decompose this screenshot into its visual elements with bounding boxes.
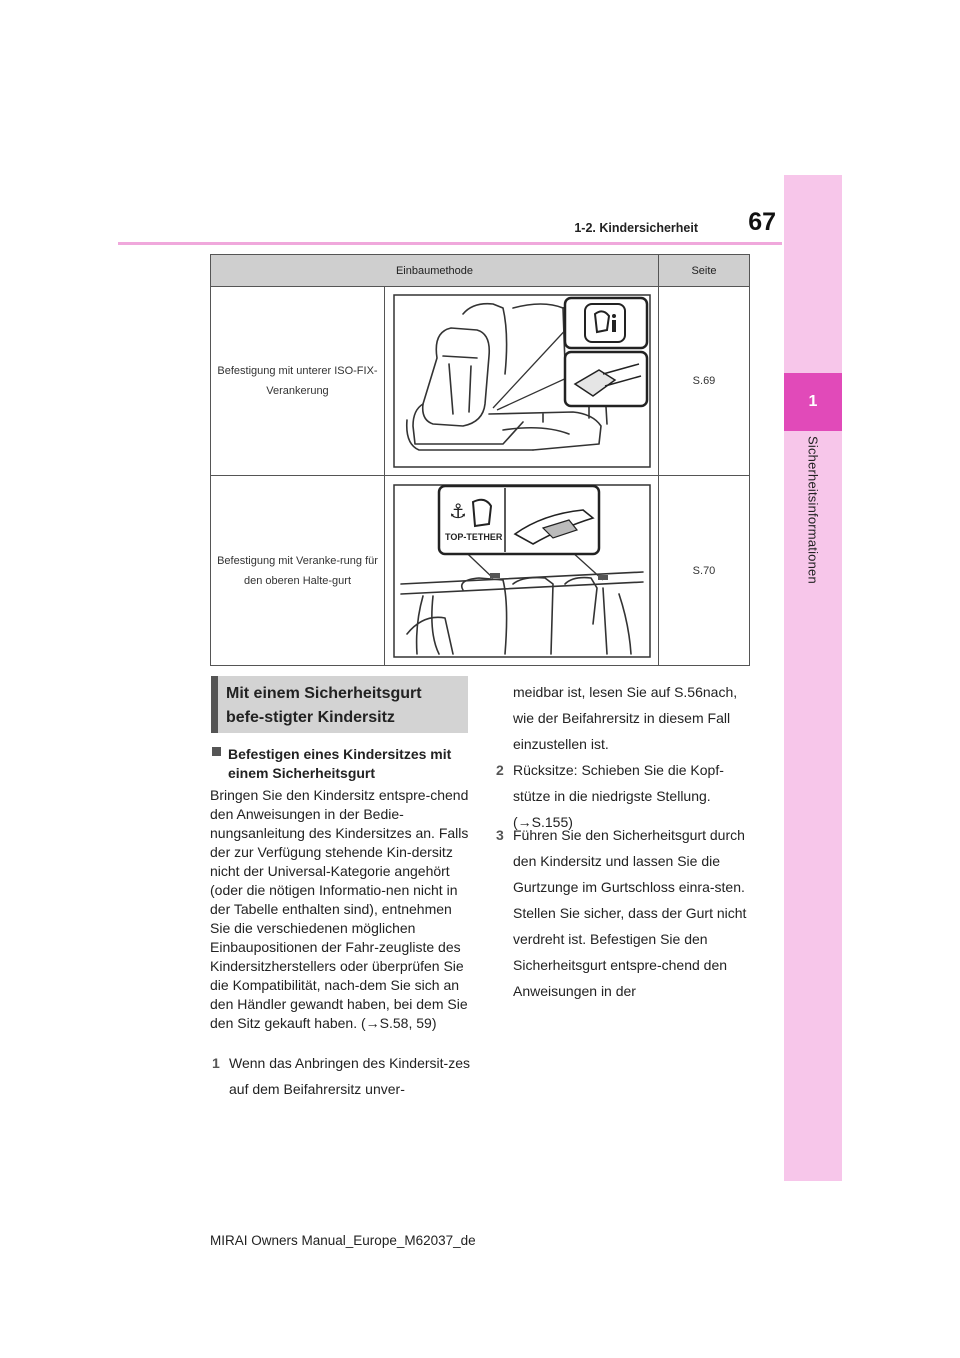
svg-text:⚓: ⚓ xyxy=(448,498,467,523)
method-cell: Befestigung mit Veranke-rung für den oberen Halte-gurt xyxy=(211,476,385,666)
table-row xyxy=(211,287,750,476)
side-tab xyxy=(784,175,842,1181)
header-rule xyxy=(118,242,782,245)
step-continuation: meidbar ist, lesen Sie auf S.56nach, wie der Beifahrersitz in diesem Fall einzustellen ist. xyxy=(513,684,738,752)
step-text: Führen Sie den Sicherheitsgurt durch den Kindersitz und lassen Sie die Gurtzunge im Gurtschloss einra-sten. Stellen Sie sicher, dass der Gurt nicht verdreht ist. Befestigen Sie den Sicherheitsgurt entspre-chend den Anweisungen in der xyxy=(513,827,747,999)
footer-text: MIRAI Owners Manual_Europe_M62037_de xyxy=(210,1233,476,1248)
step-item xyxy=(496,822,754,1004)
isofix-seat-illustration xyxy=(393,294,651,468)
step-item xyxy=(212,1050,474,1102)
step-text: Wenn das Anbringen des Kindersit-zes auf dem Beifahrersitz unver- xyxy=(229,1055,470,1097)
page-ref-cell: S.70 xyxy=(659,476,750,666)
section-title: 1-2. Kindersicherheit xyxy=(574,221,698,235)
top-tether-text: TOP-TETHER xyxy=(444,531,502,542)
step-number: 3 xyxy=(496,827,504,843)
side-tab-label-text: Sicherheitsinformationen xyxy=(805,436,821,584)
installation-table xyxy=(210,254,750,666)
square-bullet-icon xyxy=(212,747,221,756)
side-tab-label xyxy=(798,436,828,596)
page-ref-cell: S.69 xyxy=(659,287,750,476)
subheading-text: Befestigen eines Kindersitzes mit einem Sicherheitsgurt xyxy=(228,746,452,781)
body-paragraph: Bringen Sie den Kindersitz entspre-chend den Anweisungen in der Bedie-nungsanleitung des Kindersitzes an. Falls der zur Verfügung stehende Kin-dersitz nicht der Universal-Kategorie angehört (oder die nötigen Informatio-nen nicht in der Tabelle enthalten sind), entnehmen Sie die verschiedenen möglichen Einbaupositionen der Fahr-zeugliste des Kindersitzherstellers oder überprüfen Sie die Kompatibilität, nach-dem Sie sich an den Händler gewandt haben, bei dem Sie den Sitz gekauft haben. (→S.58, 59) xyxy=(210,787,469,1031)
step-text: Rücksitze: Schieben Sie die Kopf-stütze in die niedrigste Stellung. (→S.155) xyxy=(513,762,724,830)
page-number: 67 xyxy=(748,208,776,236)
column-header-method: Einbaumethode xyxy=(211,255,659,287)
step-number: 2 xyxy=(496,762,504,778)
isofix-illustration-cell xyxy=(385,287,659,476)
side-tab-number: 1 xyxy=(784,373,842,431)
top-tether-illustration xyxy=(393,484,651,658)
table-row xyxy=(211,476,750,666)
column-header-page: Seite xyxy=(659,255,750,287)
step-number: 1 xyxy=(212,1055,220,1071)
subheading xyxy=(212,745,472,783)
method-cell: Befestigung mit unterer ISO-FIX-Verankerung xyxy=(211,287,385,476)
tether-illustration-cell xyxy=(385,476,659,666)
section-heading: Mit einem Sicherheitsgurt befe-stigter Kindersitz xyxy=(211,676,468,733)
table-header-row xyxy=(211,255,750,287)
